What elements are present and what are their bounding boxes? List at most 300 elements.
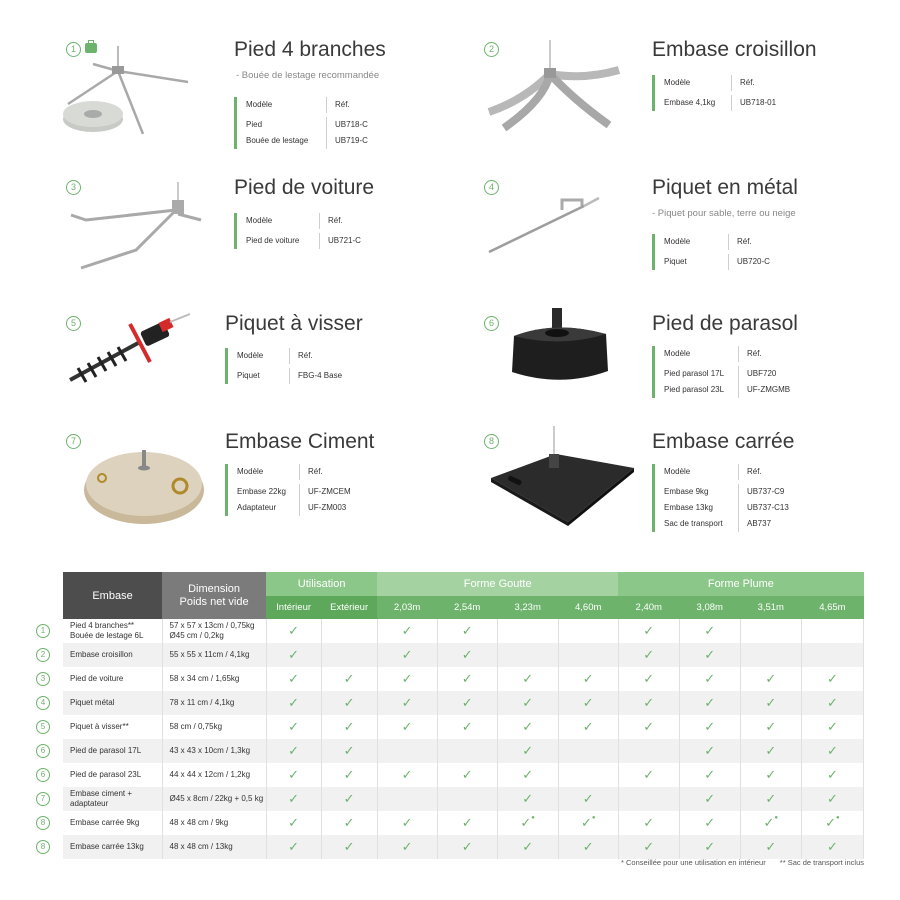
header-plume-size: 4,65m (801, 596, 863, 619)
compat-cell (618, 691, 679, 715)
product-3 (66, 176, 486, 300)
compat-cell (618, 619, 679, 643)
check-icon: ✓ (826, 791, 838, 806)
check-icon: ✓ (704, 719, 716, 734)
check-icon: ✓ (461, 839, 473, 854)
spec-table (652, 346, 790, 398)
row-embase-name: Pied 4 branches** Bouée de lestage 6L (63, 619, 162, 643)
spec-model: Embase 22kg (237, 484, 300, 500)
product-number: 2 (484, 42, 499, 57)
row-embase-name: Pied de parasol 23L (63, 763, 162, 787)
product-title: Piquet à visser (225, 312, 363, 335)
row-embase-name: Piquet à visser** (63, 715, 162, 739)
compat-cell (377, 835, 437, 859)
spec-ref: AB737 (747, 519, 772, 528)
spec-model: Modèle (664, 75, 732, 91)
compat-cell (321, 835, 377, 859)
check-icon: ✓ (343, 719, 355, 734)
compat-cell (437, 643, 497, 667)
spec-header-row (664, 346, 790, 362)
spec-row (664, 500, 789, 516)
compat-cell (377, 643, 437, 667)
check-icon: ✓ (401, 815, 413, 830)
interior-note-marker: ● (774, 815, 779, 821)
compat-cell (740, 643, 801, 667)
spec-model: Modèle (237, 464, 300, 480)
compat-cell (618, 763, 679, 787)
product-number: 4 (484, 180, 499, 195)
spec-model: Piquet (237, 368, 290, 384)
compat-cell (801, 763, 863, 787)
square-base-image (486, 426, 636, 531)
check-icon: ✓ (704, 791, 716, 806)
check-icon: ✓ (401, 767, 413, 782)
row-dimension: 48 x 48 cm / 13kg (162, 835, 266, 859)
spec-header-row (237, 348, 342, 364)
row-number-cell (35, 643, 63, 667)
compat-cell (266, 619, 321, 643)
compat-cell (437, 835, 497, 859)
compat-cell (321, 619, 377, 643)
spec-table (652, 464, 789, 532)
header-forme-goutte: Forme Goutte (377, 572, 618, 596)
check-icon: ✓ (522, 767, 534, 782)
spec-row (664, 366, 790, 382)
spec-ref: UB737-C13 (747, 503, 789, 512)
check-icon: ✓ (401, 839, 413, 854)
spec-ref: Réf. (747, 349, 762, 358)
spec-header-row (237, 464, 351, 480)
check-icon: ✓ (582, 719, 594, 734)
compat-cell (679, 811, 740, 835)
spec-row (664, 484, 789, 500)
check-icon: ✓ (765, 719, 777, 734)
product-title: Pied de voiture (234, 176, 375, 199)
compat-cell (321, 715, 377, 739)
row-dimension: 57 x 57 x 13cm / 0,75kg Ø45 cm / 0,2kg (162, 619, 266, 643)
row-number-cell (35, 667, 63, 691)
compat-cell (321, 811, 377, 835)
check-icon: ✓ (343, 671, 355, 686)
header-forme-plume: Forme Plume (618, 572, 863, 596)
check-icon: ✓ (288, 815, 300, 830)
row-embase-name: Piquet métal (63, 691, 162, 715)
table-row (35, 763, 864, 787)
compat-cell (437, 811, 497, 835)
check-icon: ✓ (343, 839, 355, 854)
header-goutte-size: 2,03m (377, 596, 437, 619)
row-number-cell (35, 691, 63, 715)
compat-cell (497, 667, 558, 691)
row-embase-name: Embase croisillon (63, 643, 162, 667)
product-4 (484, 176, 900, 300)
compat-cell (377, 787, 437, 811)
spec-model: Embase 13kg (664, 500, 739, 516)
spec-table (234, 97, 368, 149)
compat-cell (801, 811, 863, 835)
check-icon: ✓ (643, 623, 655, 638)
row-dimension: 44 x 44 x 12cm / 1,2kg (162, 763, 266, 787)
spec-ref: UF-ZMGMB (747, 385, 791, 394)
spec-ref: UF-ZM003 (308, 503, 347, 512)
check-icon: ✓ (461, 815, 473, 830)
compat-cell (377, 739, 437, 763)
check-icon: ✓ (288, 719, 300, 734)
spec-ref: UBF720 (747, 369, 777, 378)
table-row (35, 643, 864, 667)
spec-model: Pied (246, 117, 327, 133)
check-icon: ✓ (643, 767, 655, 782)
compat-cell (801, 643, 863, 667)
compat-cell (558, 787, 618, 811)
table-body (35, 619, 864, 859)
check-icon: ✓ (643, 671, 655, 686)
check-icon: ✓ (826, 767, 838, 782)
spec-model: Modèle (237, 348, 290, 364)
table-row (35, 787, 864, 811)
product-1 (66, 38, 486, 162)
four-leg-stand-image (58, 44, 198, 144)
check-icon: ✓ (522, 791, 534, 806)
row-number-cell (35, 715, 63, 739)
compat-cell (377, 715, 437, 739)
product-6 (484, 312, 900, 436)
compat-cell (437, 787, 497, 811)
compat-cell (801, 715, 863, 739)
compat-cell (497, 787, 558, 811)
compat-cell (321, 763, 377, 787)
header-plume-size: 2,40m (618, 596, 679, 619)
check-icon: ✓ (401, 719, 413, 734)
spec-ref: UF-ZMCEM (308, 487, 351, 496)
check-icon: ✓ (826, 743, 838, 758)
spec-model: Embase 4,1kg (664, 95, 732, 111)
product-title: Embase carrée (652, 430, 795, 453)
check-icon: ✓ (704, 839, 716, 854)
row-number: 6 (36, 744, 50, 758)
check-icon: ✓ (826, 671, 838, 686)
row-embase-name: Embase carrée 9kg (63, 811, 162, 835)
compat-cell (321, 643, 377, 667)
compat-cell (377, 619, 437, 643)
compat-cell (618, 835, 679, 859)
compat-cell (679, 619, 740, 643)
product-2 (484, 38, 900, 162)
check-icon: ✓ (704, 767, 716, 782)
check-icon: ✓ (401, 647, 413, 662)
spec-row (246, 117, 368, 133)
check-icon: ✓ (288, 767, 300, 782)
compat-cell (558, 667, 618, 691)
row-dimension: 43 x 43 x 10cm / 1,3kg (162, 739, 266, 763)
compat-cell (558, 619, 618, 643)
product-title: Piquet en métal (652, 176, 798, 199)
spec-model: Sac de transport (664, 516, 739, 532)
compat-cell (801, 619, 863, 643)
spec-ref: UB737-C9 (747, 487, 785, 496)
check-icon: ✓ (582, 695, 594, 710)
spec-model: Bouée de lestage (246, 133, 327, 149)
spec-table (652, 75, 776, 111)
check-icon: ✓ (461, 695, 473, 710)
row-number: 6 (36, 768, 50, 782)
compat-cell (618, 643, 679, 667)
screw-stake-image (60, 312, 195, 387)
compat-cell (618, 667, 679, 691)
check-icon: ✓ (288, 839, 300, 854)
check-icon: ✓ (643, 719, 655, 734)
compat-cell (377, 811, 437, 835)
row-number: 1 (36, 624, 50, 638)
parasol-base-image (506, 306, 616, 391)
table-row (35, 715, 864, 739)
compat-cell (740, 835, 801, 859)
spec-ref: UB720-C (737, 257, 770, 266)
row-dimension: 58 x 34 cm / 1,65kg (162, 667, 266, 691)
row-dimension: 78 x 11 cm / 4,1kg (162, 691, 266, 715)
table-group-header (35, 572, 864, 596)
row-number-cell (35, 763, 63, 787)
header-goutte-size: 3,23m (497, 596, 558, 619)
check-icon: ✓ (826, 839, 838, 854)
compat-cell (377, 691, 437, 715)
compat-cell (679, 835, 740, 859)
check-icon: ✓ (522, 839, 534, 854)
spec-row (237, 368, 342, 384)
check-icon: ✓ (343, 743, 355, 758)
compat-cell (558, 811, 618, 835)
compat-cell (437, 619, 497, 643)
spec-row (246, 133, 368, 149)
check-icon: ✓ (765, 839, 777, 854)
product-number: 8 (484, 434, 499, 449)
compat-cell (266, 739, 321, 763)
spec-row (664, 382, 790, 398)
spec-header-row (246, 213, 361, 229)
product-number: 6 (484, 316, 499, 331)
compat-cell (437, 691, 497, 715)
check-icon: ✓ (343, 791, 355, 806)
compat-cell (740, 619, 801, 643)
spec-row (664, 516, 789, 532)
interior-note-marker: ● (531, 815, 535, 821)
interior-note-marker: ● (591, 815, 596, 821)
compat-cell (801, 739, 863, 763)
compat-cell (558, 715, 618, 739)
compat-cell (558, 643, 618, 667)
compat-cell (321, 739, 377, 763)
spec-table (234, 213, 361, 249)
table-row (35, 811, 864, 835)
check-icon: ✓ (643, 839, 655, 854)
check-icon: ✓ (704, 695, 716, 710)
header-spacer (35, 572, 63, 619)
check-icon: ✓ (825, 815, 837, 830)
compat-cell (377, 667, 437, 691)
product-title: Embase Ciment (225, 430, 375, 453)
row-embase-name: Embase carrée 13kg (63, 835, 162, 859)
compatibility-table (35, 572, 864, 859)
interior-note-marker: ● (836, 815, 840, 821)
check-icon: ✓ (763, 815, 775, 830)
row-dimension: Ø45 x 8cm / 22kg + 0,5 kg (162, 787, 266, 811)
header-interieur: Intérieur (266, 596, 321, 619)
spec-row (664, 254, 770, 270)
check-icon: ✓ (580, 815, 592, 830)
check-icon: ✓ (582, 671, 594, 686)
compat-cell (740, 715, 801, 739)
spec-header-row (246, 97, 368, 113)
header-dimension (162, 572, 266, 619)
spec-row (237, 500, 351, 516)
compat-cell (679, 739, 740, 763)
row-number-cell (35, 739, 63, 763)
compat-cell (740, 787, 801, 811)
compat-cell (437, 763, 497, 787)
compat-cell (740, 739, 801, 763)
spec-ref: Réf. (328, 216, 343, 225)
row-number: 3 (36, 672, 50, 686)
row-dimension: 55 x 55 x 11cm / 4,1kg (162, 643, 266, 667)
spec-row (246, 233, 361, 249)
compat-cell (266, 763, 321, 787)
spec-model: Pied parasol 17L (664, 366, 739, 382)
spec-model: Modèle (246, 97, 327, 113)
check-icon: ✓ (343, 695, 355, 710)
check-icon: ✓ (826, 719, 838, 734)
check-icon: ✓ (401, 671, 413, 686)
check-icon: ✓ (401, 695, 413, 710)
table-row (35, 835, 864, 859)
footnote-interior: * Conseillée pour une utilisation en intérieur (621, 858, 766, 867)
check-icon: ✓ (704, 623, 716, 638)
compat-cell (618, 787, 679, 811)
table-row (35, 667, 864, 691)
spec-ref: FBG-4 Base (298, 371, 343, 380)
row-dimension: 58 cm / 0,75kg (162, 715, 266, 739)
compat-cell (558, 835, 618, 859)
check-icon: ✓ (522, 719, 534, 734)
header-plume-size: 3,51m (740, 596, 801, 619)
compat-cell (558, 691, 618, 715)
check-icon: ✓ (765, 791, 777, 806)
check-icon: ✓ (582, 839, 594, 854)
compat-cell (497, 619, 558, 643)
row-number: 8 (36, 840, 50, 854)
table-row (35, 739, 864, 763)
row-number: 7 (36, 792, 50, 806)
compat-cell (497, 811, 558, 835)
check-icon: ✓ (704, 815, 716, 830)
compat-cell (497, 835, 558, 859)
product-title: Pied de parasol (652, 312, 798, 335)
cement-base-image (82, 438, 212, 528)
compat-cell (740, 691, 801, 715)
check-icon: ✓ (765, 695, 777, 710)
check-icon: ✓ (643, 695, 655, 710)
compat-cell (266, 643, 321, 667)
spec-model: Modèle (664, 234, 729, 250)
check-icon: ✓ (288, 671, 300, 686)
compat-cell (437, 739, 497, 763)
spec-model: Piquet (664, 254, 729, 270)
compat-cell (679, 763, 740, 787)
compat-cell (801, 787, 863, 811)
compat-cell (321, 787, 377, 811)
table-row (35, 691, 864, 715)
spec-ref: UB721-C (328, 236, 361, 245)
spec-model: Embase 9kg (664, 484, 739, 500)
row-embase-name: Embase ciment + adaptateur (63, 787, 162, 811)
row-number: 8 (36, 816, 50, 830)
row-embase-name: Pied de voiture (63, 667, 162, 691)
header-dimension-line2: Poids net vide (179, 595, 249, 608)
compat-cell (497, 763, 558, 787)
check-icon: ✓ (461, 767, 473, 782)
compat-cell (497, 691, 558, 715)
spec-model: Pied parasol 23L (664, 382, 739, 398)
header-goutte-size: 2,54m (437, 596, 497, 619)
check-icon: ✓ (826, 695, 838, 710)
row-dimension: 48 x 48 cm / 9kg (162, 811, 266, 835)
compat-cell (266, 787, 321, 811)
spec-ref: Réf. (747, 467, 762, 476)
product-number: 3 (66, 180, 81, 195)
check-icon: ✓ (582, 791, 594, 806)
spec-row (664, 95, 776, 111)
check-icon: ✓ (288, 647, 300, 662)
compat-cell (740, 763, 801, 787)
row-number-cell (35, 619, 63, 643)
spec-ref: UB719-C (335, 136, 368, 145)
spec-model: Modèle (246, 213, 320, 229)
spec-ref: Réf. (298, 351, 313, 360)
spec-ref: Réf. (737, 237, 752, 246)
spec-model: Modèle (664, 464, 739, 480)
compat-cell (558, 763, 618, 787)
compat-cell (740, 667, 801, 691)
compat-cell (497, 715, 558, 739)
product-subtitle: - Bouée de lestage recommandée (236, 70, 380, 81)
check-icon: ✓ (704, 647, 716, 662)
compat-cell (437, 715, 497, 739)
compat-cell (679, 643, 740, 667)
compat-cell (437, 667, 497, 691)
compat-cell (679, 787, 740, 811)
product-number: 7 (66, 434, 81, 449)
header-exterieur: Extérieur (321, 596, 377, 619)
compat-cell (618, 715, 679, 739)
spec-model: Modèle (664, 346, 739, 362)
spec-ref: UB718-01 (740, 98, 777, 107)
product-5 (66, 312, 486, 436)
compat-cell (266, 667, 321, 691)
row-number: 5 (36, 720, 50, 734)
check-icon: ✓ (765, 671, 777, 686)
check-icon: ✓ (643, 647, 655, 662)
compat-cell (801, 835, 863, 859)
product-subtitle: - Piquet pour sable, terre ou neige (652, 208, 796, 219)
check-icon: ✓ (522, 695, 534, 710)
spec-table (225, 348, 342, 384)
spec-header-row (664, 464, 789, 480)
row-number: 2 (36, 648, 50, 662)
product-7 (66, 430, 486, 554)
spec-ref: Réf. (308, 467, 323, 476)
compat-cell (266, 715, 321, 739)
check-icon: ✓ (343, 767, 355, 782)
spec-header-row (664, 234, 770, 250)
